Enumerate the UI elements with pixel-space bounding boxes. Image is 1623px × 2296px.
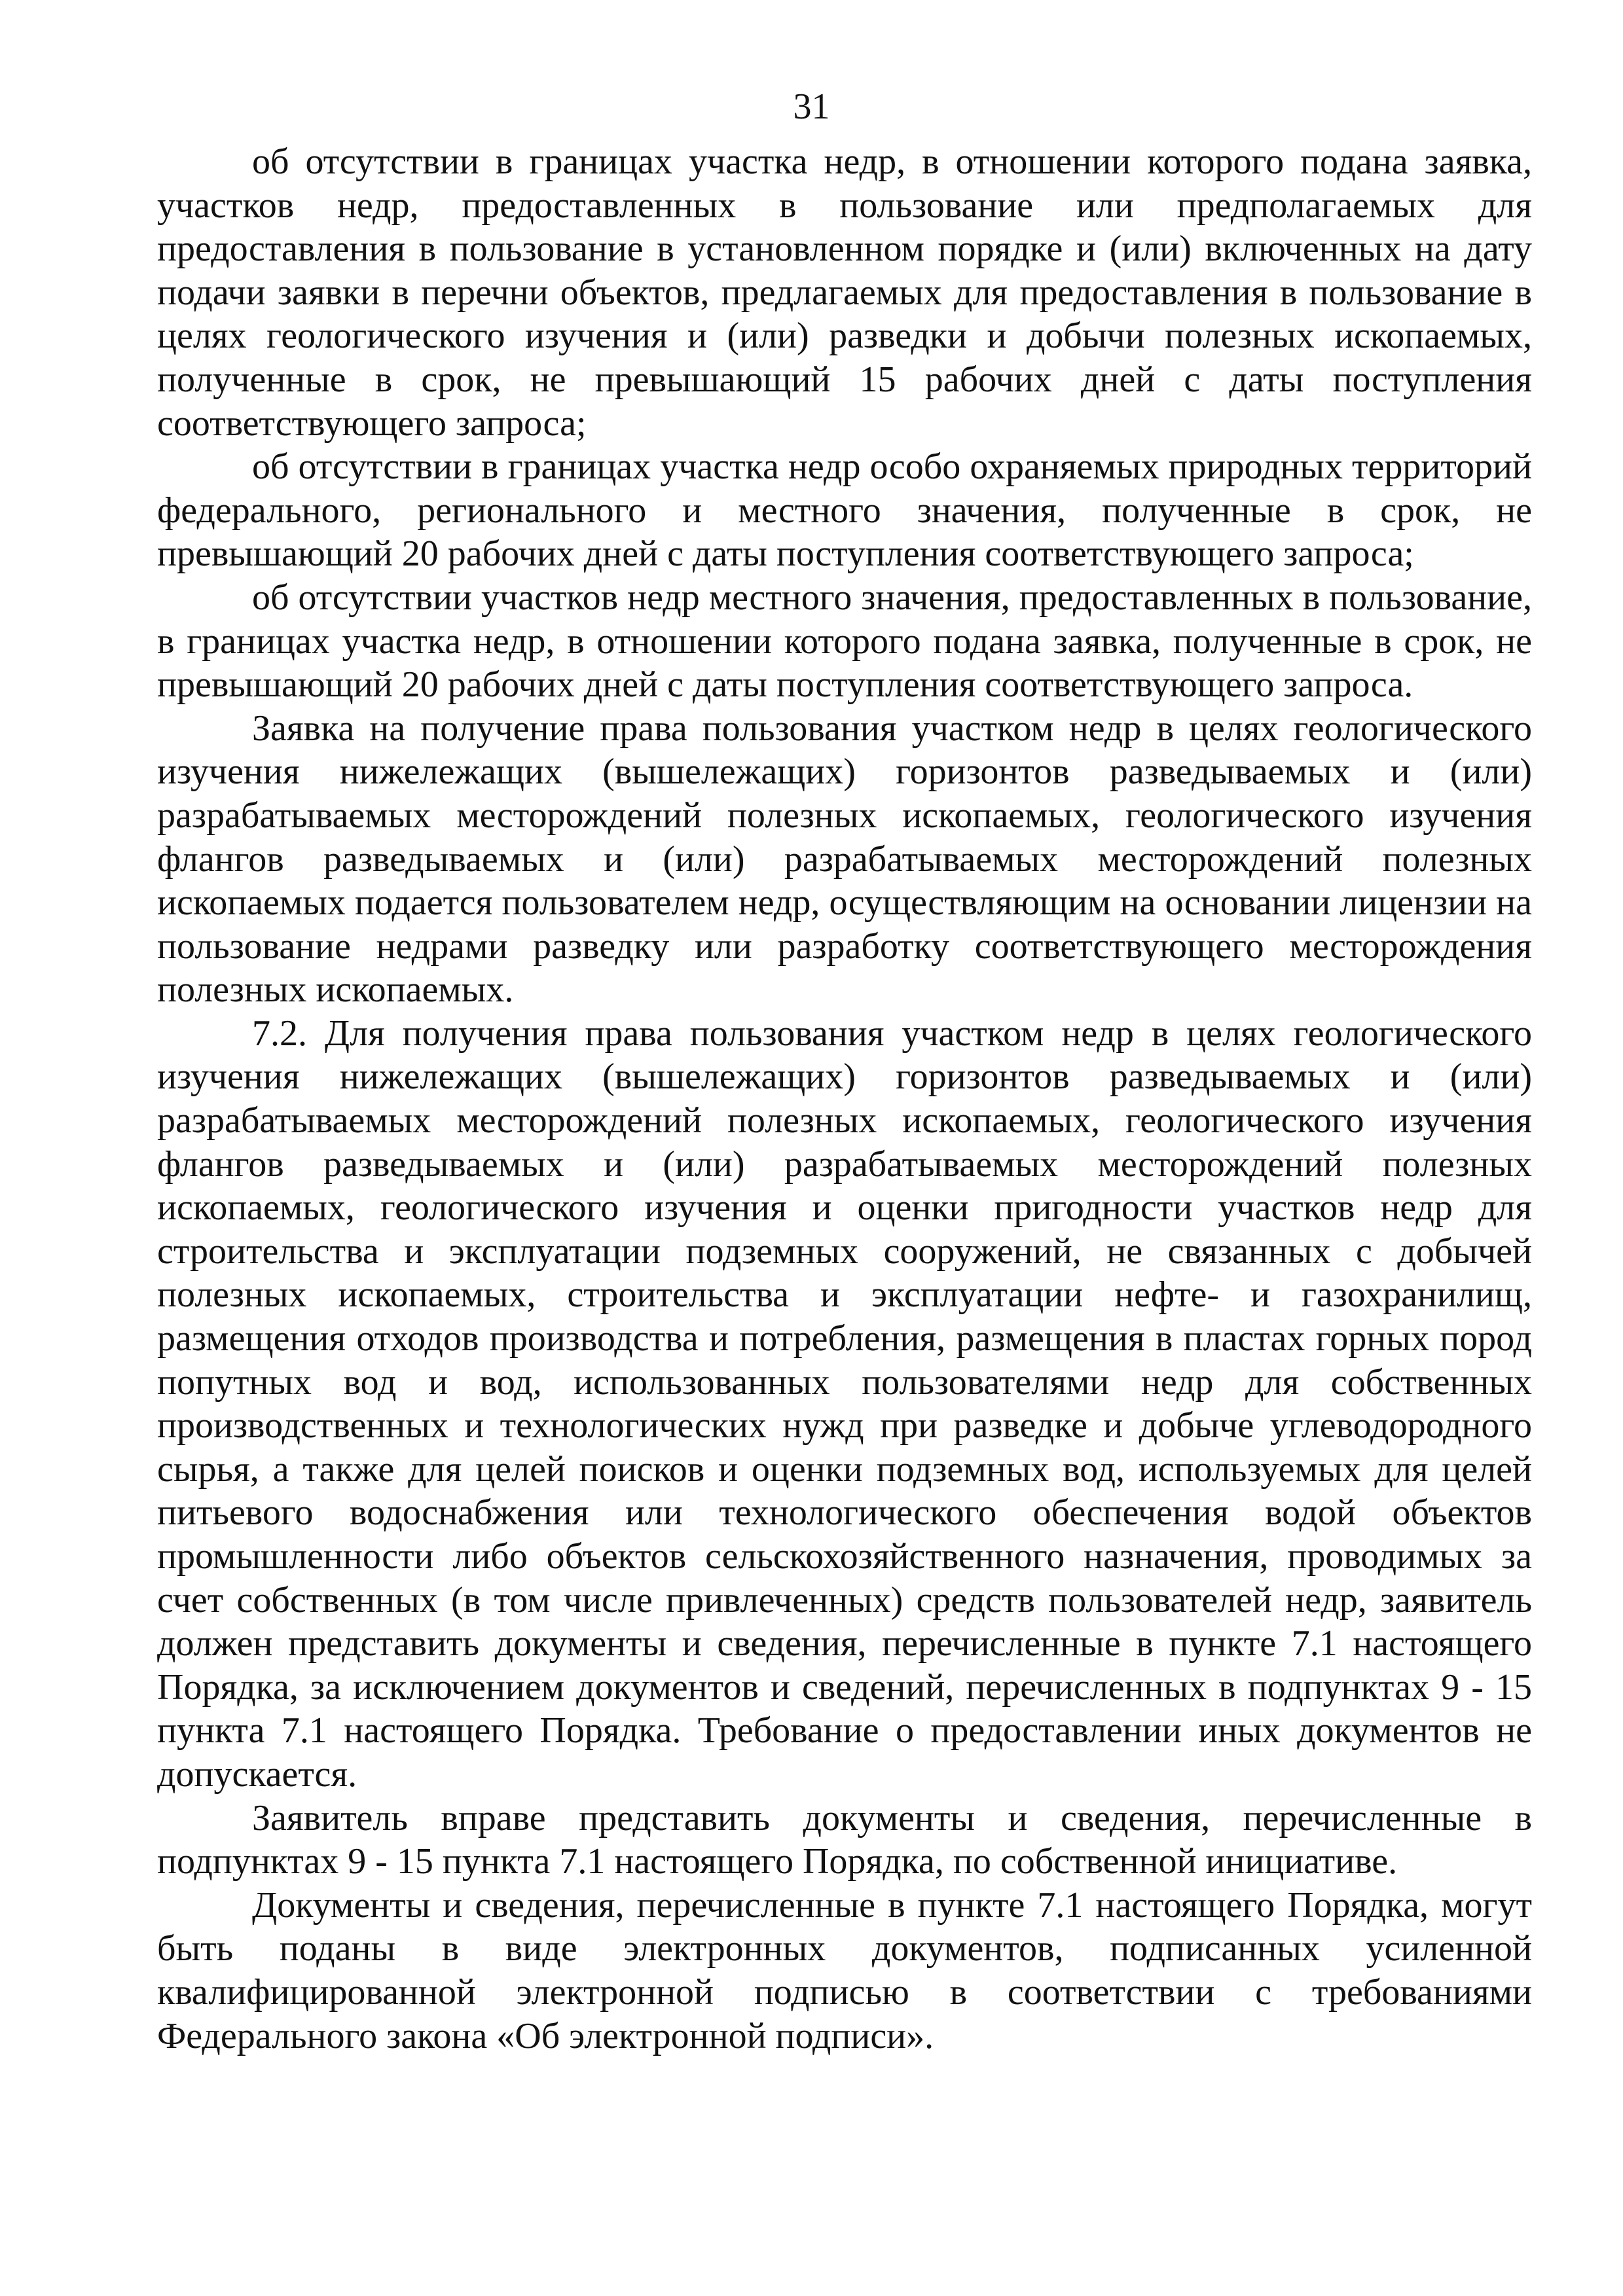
paragraph-electronic-documents: Документы и сведения, перечисленные в пункте 7.1 настоящего Порядка, могут быть поданы в виде электронных документов, подписанных усиленной квалифицированной электронной подписью в соответствии с требованиями Федерального закона «Об электронной подписи». — [157, 1884, 1532, 2056]
paragraph-no-protected-natural-areas: об отсутствии в границах участка недр особо охраняемых природных территорий федерального, регионального и местного значения, полученные в срок, не превышающий 20 рабочих дней с даты поступления соответствующего запроса; — [157, 446, 1532, 575]
page-number: 31 — [793, 86, 830, 127]
paragraph-application-submission: Заявка на получение права пользования участком недр в целях геологического изучения нижележащих (вышележащих) горизонтов разведываемых и (или) разрабатываемых месторождений полезных ископаемых, геологического изучения флангов разведываемых и (или) разрабатываемых месторождений полезных ископаемых подается пользователем недр, осуществляющим на основании лицензии на пользование недрами разведку или разработку соответствующего месторождения полезных ископаемых. — [157, 708, 1532, 1011]
paragraph-no-local-subsoil-plots: об отсутствии участков недр местного значения, предоставленных в пользование, в границах участка недр, в отношении которого подана заявка, полученные в срок, не превышающий 20 рабочих дней с даты поступления соответствующего запроса. — [157, 577, 1532, 706]
paragraph-clause-7-2: 7.2. Для получения права пользования участком недр в целях геологического изучения нижележащих (вышележащих) горизонтов разведываемых и (или) разрабатываемых месторождений полезных ископаемых, геологического изучения флангов разведываемых и (или) разрабатываемых месторождений полезных ископаемых, геологического изучения и оценки пригодности участков недр для строительства и эксплуатации подземных сооружений, не связанных с добычей полезных ископаемых, строительства и эксплуатации нефте- и газохранилищ, размещения отходов производства и потребления, размещения в пластах горных пород попутных вод и вод, использованных пользователями недр для собственных производственных и технологических нужд при разведке и добыче углеводородного сырья, а также для целей поисков и оценки подземных вод, используемых для целей питьевого водоснабжения или технологического обеспечения водой объектов промышленности либо объектов сельскохозяйственного назначения, проводимых за счет собственных (в том числе привлеченных) средств пользователей недр, заявитель должен представить документы и сведения, перечисленные в пункте 7.1 настоящего Порядка, за исключением документов и сведений, перечисленных в подпунктах 9 - 15 пункта 7.1 настоящего Порядка. Требование о предоставлении иных документов не допускается. — [157, 1013, 1532, 1795]
paragraph-own-initiative: Заявитель вправе представить документы и сведения, перечисленные в подпунктах 9 - 15 пункта 7.1 настоящего Порядка, по собственной инициативе. — [157, 1797, 1532, 1882]
document-body — [157, 140, 1532, 2058]
paragraph-no-subsoil-plots-in-boundaries: об отсутствии в границах участка недр, в отношении которого подана заявка, участков недр, предоставленных в пользование или предполагаемых для предоставления в пользование в установленном порядке и (или) включенных на дату подачи заявки в перечни объектов, предлагаемых для предоставления в пользование в целях геологического изучения и (или) разведки и добычи полезных ископаемых, полученные в срок, не превышающий 15 рабочих дней с даты поступления соответствующего запроса; — [157, 141, 1532, 444]
